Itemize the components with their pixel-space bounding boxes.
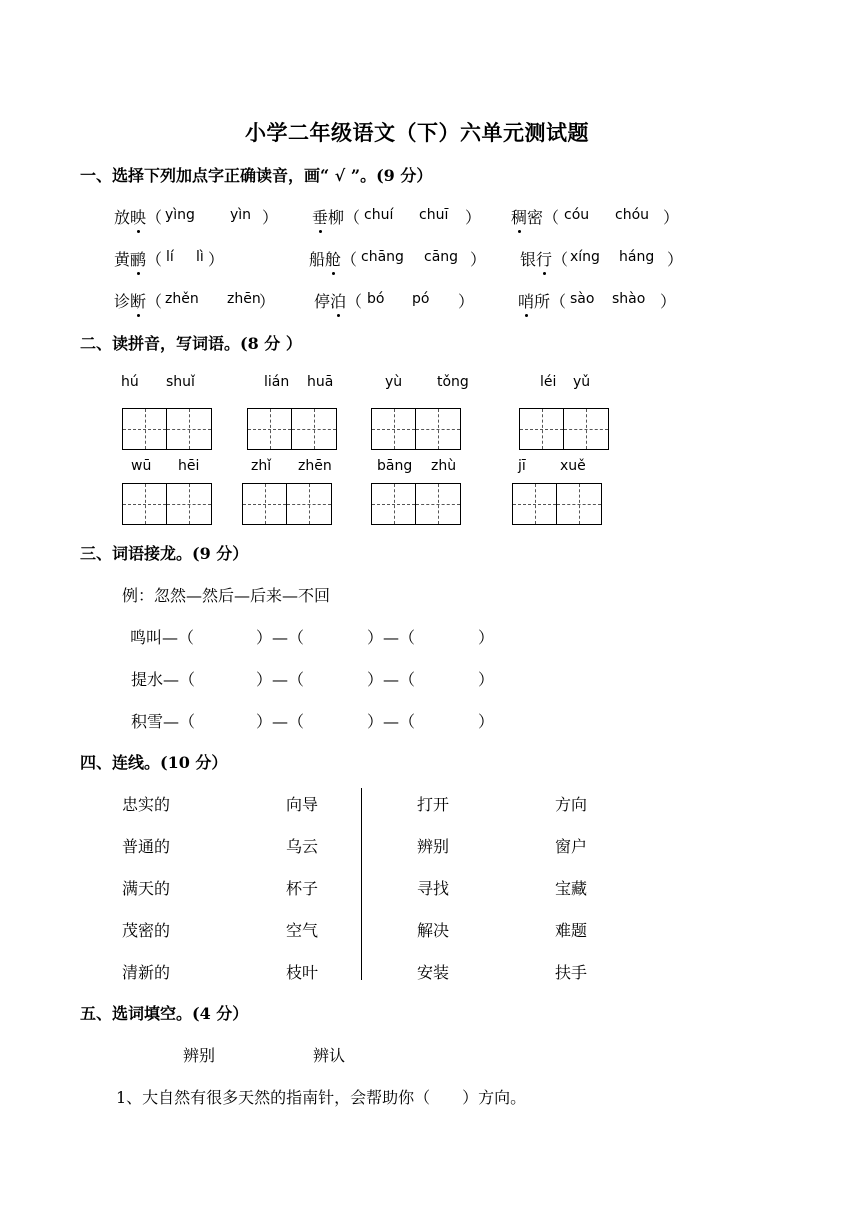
match-word[interactable]: 辨别 <box>417 837 450 856</box>
paren-open: （ <box>543 208 560 227</box>
pinyin-option-1[interactable]: chuí <box>364 207 394 223</box>
pinyin-syllable: tǒng <box>437 374 469 390</box>
writing-grid[interactable] <box>122 408 212 450</box>
chain-sep: ）—（ <box>256 628 305 647</box>
reading-item <box>114 247 162 270</box>
writing-cell[interactable] <box>248 409 292 449</box>
match-word[interactable]: 寻找 <box>417 879 450 898</box>
pinyin-syllable: zhǐ <box>251 458 272 474</box>
section-4-heading: 四、连线。(10 分） <box>80 753 228 772</box>
dotted-char: 垂 <box>312 205 328 228</box>
chain-example: 例：忽然—然后—后来—不回 <box>122 586 331 605</box>
match-word[interactable]: 向导 <box>286 795 319 814</box>
pinyin-option-1[interactable]: xíng <box>570 249 600 265</box>
dotted-char: 舱 <box>325 247 341 270</box>
pinyin-option-1[interactable]: yìng <box>165 207 195 223</box>
pinyin-option-2[interactable]: chóu <box>615 207 650 223</box>
writing-cell[interactable] <box>123 484 167 524</box>
pinyin-syllable: hēi <box>178 458 200 474</box>
paren-open: （ <box>146 250 163 269</box>
chain-start: 提水—（ <box>131 670 196 689</box>
paren-close: ） <box>465 208 482 227</box>
pinyin-syllable: hú <box>121 374 139 390</box>
section-5-heading: 五、选词填空。(4 分） <box>80 1004 249 1023</box>
dotted-char: 稠 <box>511 205 527 228</box>
pinyin-option-2[interactable]: cāng <box>424 249 459 265</box>
writing-cell[interactable] <box>557 484 601 524</box>
section-3-heading: 三、词语接龙。(9 分） <box>80 544 249 563</box>
item-char: 银 <box>520 250 537 269</box>
match-word[interactable]: 窗户 <box>555 837 588 856</box>
dotted-char: 行 <box>536 247 552 270</box>
writing-grid[interactable] <box>512 483 602 525</box>
chain-sep: ）—（ <box>256 670 305 689</box>
fill-question-1: 1、大自然有很多天然的指南针，会帮助你（ ）方向。 <box>116 1088 527 1107</box>
match-word[interactable]: 乌云 <box>286 837 319 856</box>
pinyin-option-2[interactable]: háng <box>619 249 655 265</box>
writing-cell[interactable] <box>287 484 331 524</box>
item-char: 所 <box>534 292 551 311</box>
pinyin-syllable: jī <box>518 458 526 474</box>
paren-open: （ <box>552 250 569 269</box>
match-word[interactable]: 扶手 <box>555 963 588 982</box>
reading-item <box>114 205 162 228</box>
writing-cell[interactable] <box>372 484 416 524</box>
chain-sep: ）—（ <box>367 712 416 731</box>
pinyin-syllable: zhù <box>431 458 457 474</box>
page-title: 小学二年级语文（下）六单元测试题 <box>245 120 589 145</box>
pinyin-option-2[interactable]: shào <box>612 291 646 307</box>
writing-grid[interactable] <box>371 408 461 450</box>
writing-grid[interactable] <box>371 483 461 525</box>
chain-sep: ）—（ <box>367 628 416 647</box>
pinyin-syllable: yǔ <box>573 374 591 390</box>
item-char: 停 <box>314 292 331 311</box>
pinyin-option-2[interactable]: yìn <box>230 207 252 223</box>
match-word[interactable]: 宝藏 <box>555 879 588 898</box>
pinyin-syllable: zhēn <box>298 458 332 474</box>
item-char: 船 <box>309 250 326 269</box>
writing-grid[interactable] <box>122 483 212 525</box>
reading-item <box>511 205 559 228</box>
writing-cell[interactable] <box>520 409 564 449</box>
chain-start: 积雪—（ <box>131 712 196 731</box>
match-word[interactable]: 满天的 <box>122 879 171 898</box>
paren-close: ） <box>259 292 276 311</box>
pinyin-syllable: bāng <box>377 458 413 474</box>
chain-end: ） <box>478 628 495 647</box>
match-word[interactable]: 方向 <box>555 795 588 814</box>
paren-close: ） <box>208 250 225 269</box>
item-char: 黄 <box>114 250 131 269</box>
match-word[interactable]: 安装 <box>417 963 450 982</box>
chain-end: ） <box>478 670 495 689</box>
writing-cell[interactable] <box>292 409 336 449</box>
writing-cell[interactable] <box>564 409 608 449</box>
pinyin-syllable: lián <box>264 374 290 390</box>
writing-cell[interactable] <box>167 484 211 524</box>
pinyin-syllable: yù <box>385 374 403 390</box>
pinyin-option-2[interactable]: chuī <box>419 207 449 223</box>
item-char: 诊 <box>114 292 131 311</box>
word-choice-2: 辨认 <box>313 1046 346 1065</box>
match-word[interactable]: 空气 <box>286 921 319 940</box>
paren-close: ） <box>262 208 279 227</box>
paren-open: （ <box>341 250 358 269</box>
paren-open: （ <box>344 208 361 227</box>
pinyin-option-1[interactable]: chāng <box>361 249 404 265</box>
pinyin-syllable: léi <box>540 374 557 390</box>
paren-close: ） <box>663 208 680 227</box>
paren-open: （ <box>146 292 163 311</box>
chain-end: ） <box>478 712 495 731</box>
pinyin-syllable: huā <box>307 374 334 390</box>
match-word[interactable]: 普通的 <box>122 837 171 856</box>
dotted-char: 鹂 <box>130 247 146 270</box>
writing-cell[interactable] <box>123 409 167 449</box>
item-char: 放 <box>114 208 131 227</box>
paren-close: ） <box>458 292 475 311</box>
dotted-char: 哨 <box>518 289 534 312</box>
match-word[interactable]: 打开 <box>417 795 450 814</box>
paren-open: （ <box>550 292 567 311</box>
writing-cell[interactable] <box>416 409 460 449</box>
writing-cell[interactable] <box>372 409 416 449</box>
dotted-char: 映 <box>130 205 146 228</box>
pinyin-syllable: xuě <box>560 458 586 474</box>
dotted-char: 断 <box>130 289 146 312</box>
chain-start: 鸣叫—（ <box>130 628 195 647</box>
match-word[interactable]: 茂密的 <box>122 921 171 940</box>
pinyin-syllable: wū <box>131 458 152 474</box>
reading-item <box>312 205 360 228</box>
dotted-char: 泊 <box>330 289 346 312</box>
reading-item <box>114 289 162 312</box>
paren-close: ） <box>660 292 677 311</box>
reading-item <box>520 247 568 270</box>
paren-close: ） <box>470 250 487 269</box>
pinyin-option-1[interactable]: sào <box>570 291 595 307</box>
pinyin-option-2[interactable]: lì <box>196 249 204 265</box>
chain-sep: ）—（ <box>256 712 305 731</box>
writing-grid[interactable] <box>247 408 337 450</box>
match-word[interactable]: 清新的 <box>122 963 171 982</box>
section-2-heading: 二、读拼音，写词语。(8 分 ） <box>80 334 302 353</box>
pinyin-option-2[interactable]: zhēn <box>227 291 261 307</box>
writing-cell[interactable] <box>167 409 211 449</box>
word-choice-1: 辨别 <box>183 1046 216 1065</box>
section-1-heading: 一、选择下列加点字正确读音，画“ √ ”。(9 分） <box>80 166 433 185</box>
pinyin-option-1[interactable]: bó <box>367 291 385 307</box>
writing-cell[interactable] <box>513 484 557 524</box>
match-word[interactable]: 杯子 <box>286 879 319 898</box>
writing-cell[interactable] <box>243 484 287 524</box>
reading-item <box>314 289 362 312</box>
match-word[interactable]: 枝叶 <box>286 963 319 982</box>
reading-item <box>518 289 566 312</box>
writing-cell[interactable] <box>416 484 460 524</box>
pinyin-option-1[interactable]: lí <box>166 249 174 265</box>
match-word[interactable]: 忠实的 <box>122 795 171 814</box>
pinyin-option-1[interactable]: zhěn <box>165 291 199 307</box>
chain-sep: ）—（ <box>367 670 416 689</box>
paren-open: （ <box>146 208 163 227</box>
column-divider <box>361 788 362 980</box>
pinyin-option-1[interactable]: cóu <box>564 207 590 223</box>
pinyin-option-2[interactable]: pó <box>412 291 430 307</box>
reading-item <box>309 247 357 270</box>
item-char: 柳 <box>328 208 345 227</box>
paren-close: ） <box>667 250 684 269</box>
match-word[interactable]: 难题 <box>555 921 588 940</box>
writing-grid[interactable] <box>519 408 609 450</box>
item-char: 密 <box>527 208 544 227</box>
paren-open: （ <box>346 292 363 311</box>
writing-grid[interactable] <box>242 483 332 525</box>
pinyin-syllable: shuǐ <box>166 374 195 390</box>
match-word[interactable]: 解决 <box>417 921 450 940</box>
